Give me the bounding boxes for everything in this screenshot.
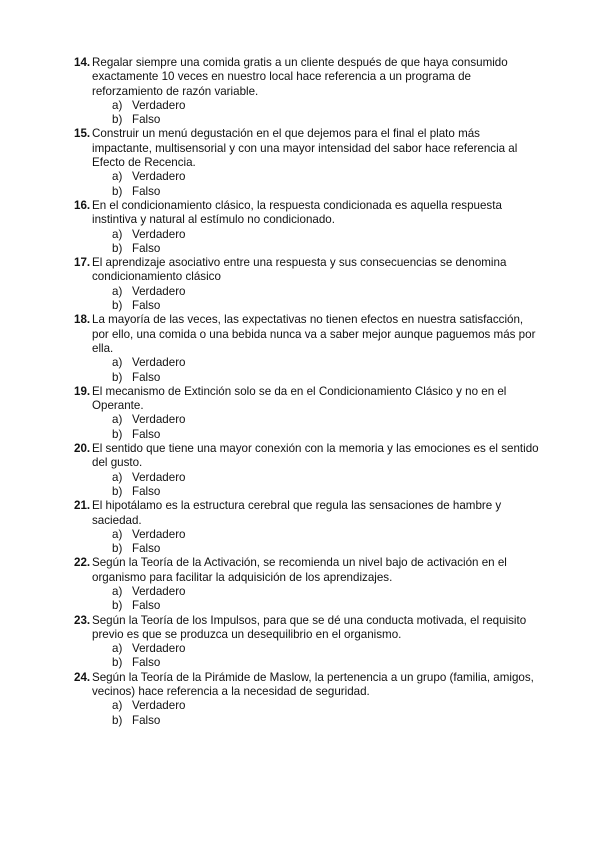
- option-label: Verdadero: [132, 699, 186, 713]
- answer-options: [74, 642, 540, 671]
- question-text: La mayoría de las veces, las expectativas no tienen efectos en nuestra satisfacción, por ello, una comida o una bebida nunca va a saber mejor aunque paguemos más por ella.: [92, 313, 536, 355]
- question-stem: [74, 313, 540, 356]
- question-item-7: [74, 499, 540, 556]
- option-letter: b): [112, 113, 123, 127]
- question-number: 16.: [74, 198, 91, 212]
- answer-option-verdadero[interactable]: [112, 585, 540, 599]
- option-letter: a): [112, 98, 123, 112]
- option-letter: a): [112, 170, 123, 184]
- answer-options: [74, 413, 540, 442]
- answer-option-falso[interactable]: [112, 299, 540, 313]
- question-item-10: [74, 671, 540, 728]
- option-letter: b): [112, 656, 123, 670]
- question-text: Según la Teoría de los Impulsos, para que se dé una conducta motivada, el requisito previo es que se produzca un desequilibrio en el organismo.: [92, 613, 527, 641]
- question-item-6: [74, 442, 540, 499]
- question-item-2: [74, 199, 540, 256]
- question-item-9: [74, 614, 540, 671]
- question-stem: [74, 127, 540, 170]
- question-number: 14.: [74, 56, 91, 69]
- question-item-8: [74, 556, 540, 613]
- question-text: El sentido que tiene una mayor conexión con la memoria y las emociones es el sentido del gusto.: [92, 442, 539, 470]
- question-text: El hipotálamo es la estructura cerebral que regula las sensaciones de hambre y saciedad.: [92, 499, 502, 527]
- answer-option-verdadero[interactable]: [112, 413, 540, 427]
- option-label: Verdadero: [132, 98, 186, 112]
- option-label: Falso: [132, 113, 161, 127]
- answer-option-verdadero[interactable]: [112, 170, 540, 184]
- question-text: El aprendizaje asociativo entre una respuesta y sus consecuencias se denomina condicionamiento clásico: [92, 256, 507, 284]
- option-letter: b): [112, 713, 123, 727]
- option-label: Falso: [132, 241, 161, 255]
- option-label: Falso: [132, 184, 161, 198]
- question-stem: [74, 556, 540, 585]
- answer-option-falso[interactable]: [112, 542, 540, 556]
- option-letter: a): [112, 527, 123, 541]
- question-text: Construir un menú degustación en el que dejemos para el final el plato más impactante, multisensorial y con una mayor intensidad del sabor hace referencia al Efecto de Recencia.: [92, 127, 518, 170]
- option-label: Verdadero: [132, 284, 186, 298]
- option-label: Verdadero: [132, 227, 186, 241]
- answer-options: [74, 356, 540, 385]
- question-stem: [74, 199, 540, 228]
- answer-options: [74, 170, 540, 199]
- question-number: 24.: [74, 670, 91, 684]
- answer-options: [74, 699, 540, 728]
- option-label: Falso: [132, 599, 161, 613]
- answer-option-verdadero[interactable]: [112, 471, 540, 485]
- answer-options: [74, 528, 540, 557]
- option-label: Falso: [132, 484, 161, 498]
- question-number: 19.: [74, 384, 91, 398]
- option-letter: a): [112, 413, 123, 427]
- answer-options: [74, 228, 540, 257]
- option-letter: b): [112, 184, 123, 198]
- answer-option-falso[interactable]: [112, 371, 540, 385]
- option-letter: b): [112, 427, 123, 441]
- option-letter: a): [112, 227, 123, 241]
- question-number: 21.: [74, 499, 91, 513]
- question-stem: [74, 385, 540, 414]
- answer-option-falso[interactable]: [112, 656, 540, 670]
- option-label: Falso: [132, 713, 161, 727]
- option-label: Verdadero: [132, 170, 186, 184]
- question-item-3: [74, 256, 540, 313]
- answer-option-verdadero[interactable]: [112, 528, 540, 542]
- question-text: En el condicionamiento clásico, la respuesta condicionada es aquella respuesta instintiva y natural al estímulo no condicionado.: [92, 198, 502, 227]
- answer-options: [74, 285, 540, 314]
- option-label: Falso: [132, 427, 161, 441]
- answer-options: [74, 471, 540, 500]
- option-letter: b): [112, 542, 123, 556]
- question-item-0: [74, 56, 540, 127]
- question-number: 20.: [74, 442, 91, 456]
- answer-option-falso[interactable]: [112, 242, 540, 256]
- question-number: 23.: [74, 613, 91, 627]
- answer-option-verdadero[interactable]: [112, 285, 540, 299]
- question-stem: [74, 499, 540, 528]
- answer-option-falso[interactable]: [112, 485, 540, 499]
- option-letter: b): [112, 241, 123, 255]
- answer-options: [74, 585, 540, 614]
- option-letter: a): [112, 584, 123, 598]
- option-letter: a): [112, 356, 123, 370]
- option-letter: b): [112, 299, 123, 313]
- option-letter: b): [112, 599, 123, 613]
- answer-option-falso[interactable]: [112, 185, 540, 199]
- question-stem: [74, 256, 540, 285]
- question-item-4: [74, 313, 540, 384]
- question-number: 15.: [74, 127, 91, 141]
- option-label: Falso: [132, 656, 161, 670]
- question-item-5: [74, 385, 540, 442]
- question-list: [74, 56, 540, 728]
- option-label: Falso: [132, 299, 161, 313]
- answer-option-verdadero[interactable]: [112, 642, 540, 656]
- question-number: 18.: [74, 313, 91, 327]
- answer-option-falso[interactable]: [112, 599, 540, 613]
- question-number: 22.: [74, 556, 91, 570]
- option-label: Verdadero: [132, 584, 186, 598]
- answer-option-falso[interactable]: [112, 428, 540, 442]
- option-letter: b): [112, 370, 123, 384]
- answer-option-falso[interactable]: [112, 113, 540, 127]
- question-stem: [74, 671, 540, 700]
- option-letter: a): [112, 284, 123, 298]
- option-letter: a): [112, 642, 123, 656]
- option-label: Verdadero: [132, 527, 186, 541]
- question-item-1: [74, 127, 540, 198]
- answer-option-verdadero[interactable]: [112, 99, 540, 113]
- option-label: Verdadero: [132, 413, 186, 427]
- answer-option-verdadero[interactable]: [112, 228, 540, 242]
- question-text: Según la Teoría de la Pirámide de Maslow, la pertenencia a un grupo (familia, amigos, vecinos) hace referencia a la necesidad de seguridad.: [92, 670, 534, 699]
- option-label: Verdadero: [132, 470, 186, 484]
- option-letter: b): [112, 484, 123, 498]
- option-label: Verdadero: [132, 642, 186, 656]
- option-letter: a): [112, 699, 123, 713]
- question-text: El mecanismo de Extinción solo se da en el Condicionamiento Clásico y no en el Operante.: [92, 384, 507, 413]
- answer-option-verdadero[interactable]: [112, 356, 540, 370]
- question-stem: [74, 56, 540, 99]
- answer-options: [74, 99, 540, 128]
- question-text: Regalar siempre una comida gratis a un cliente después de que haya consumido exactamente 10 veces en nuestro local hace referencia a un programa de reforzamiento de razón variable.: [92, 56, 508, 98]
- question-stem: [74, 442, 540, 471]
- option-letter: a): [112, 470, 123, 484]
- answer-option-falso[interactable]: [112, 714, 540, 728]
- option-label: Falso: [132, 542, 161, 556]
- question-number: 17.: [74, 256, 91, 270]
- option-label: Verdadero: [132, 356, 186, 370]
- option-label: Falso: [132, 370, 161, 384]
- question-stem: [74, 614, 540, 643]
- answer-option-verdadero[interactable]: [112, 699, 540, 713]
- question-text: Según la Teoría de la Activación, se recomienda un nivel bajo de activación en el organismo para facilitar la adquisición de los aprendizajes.: [92, 556, 507, 584]
